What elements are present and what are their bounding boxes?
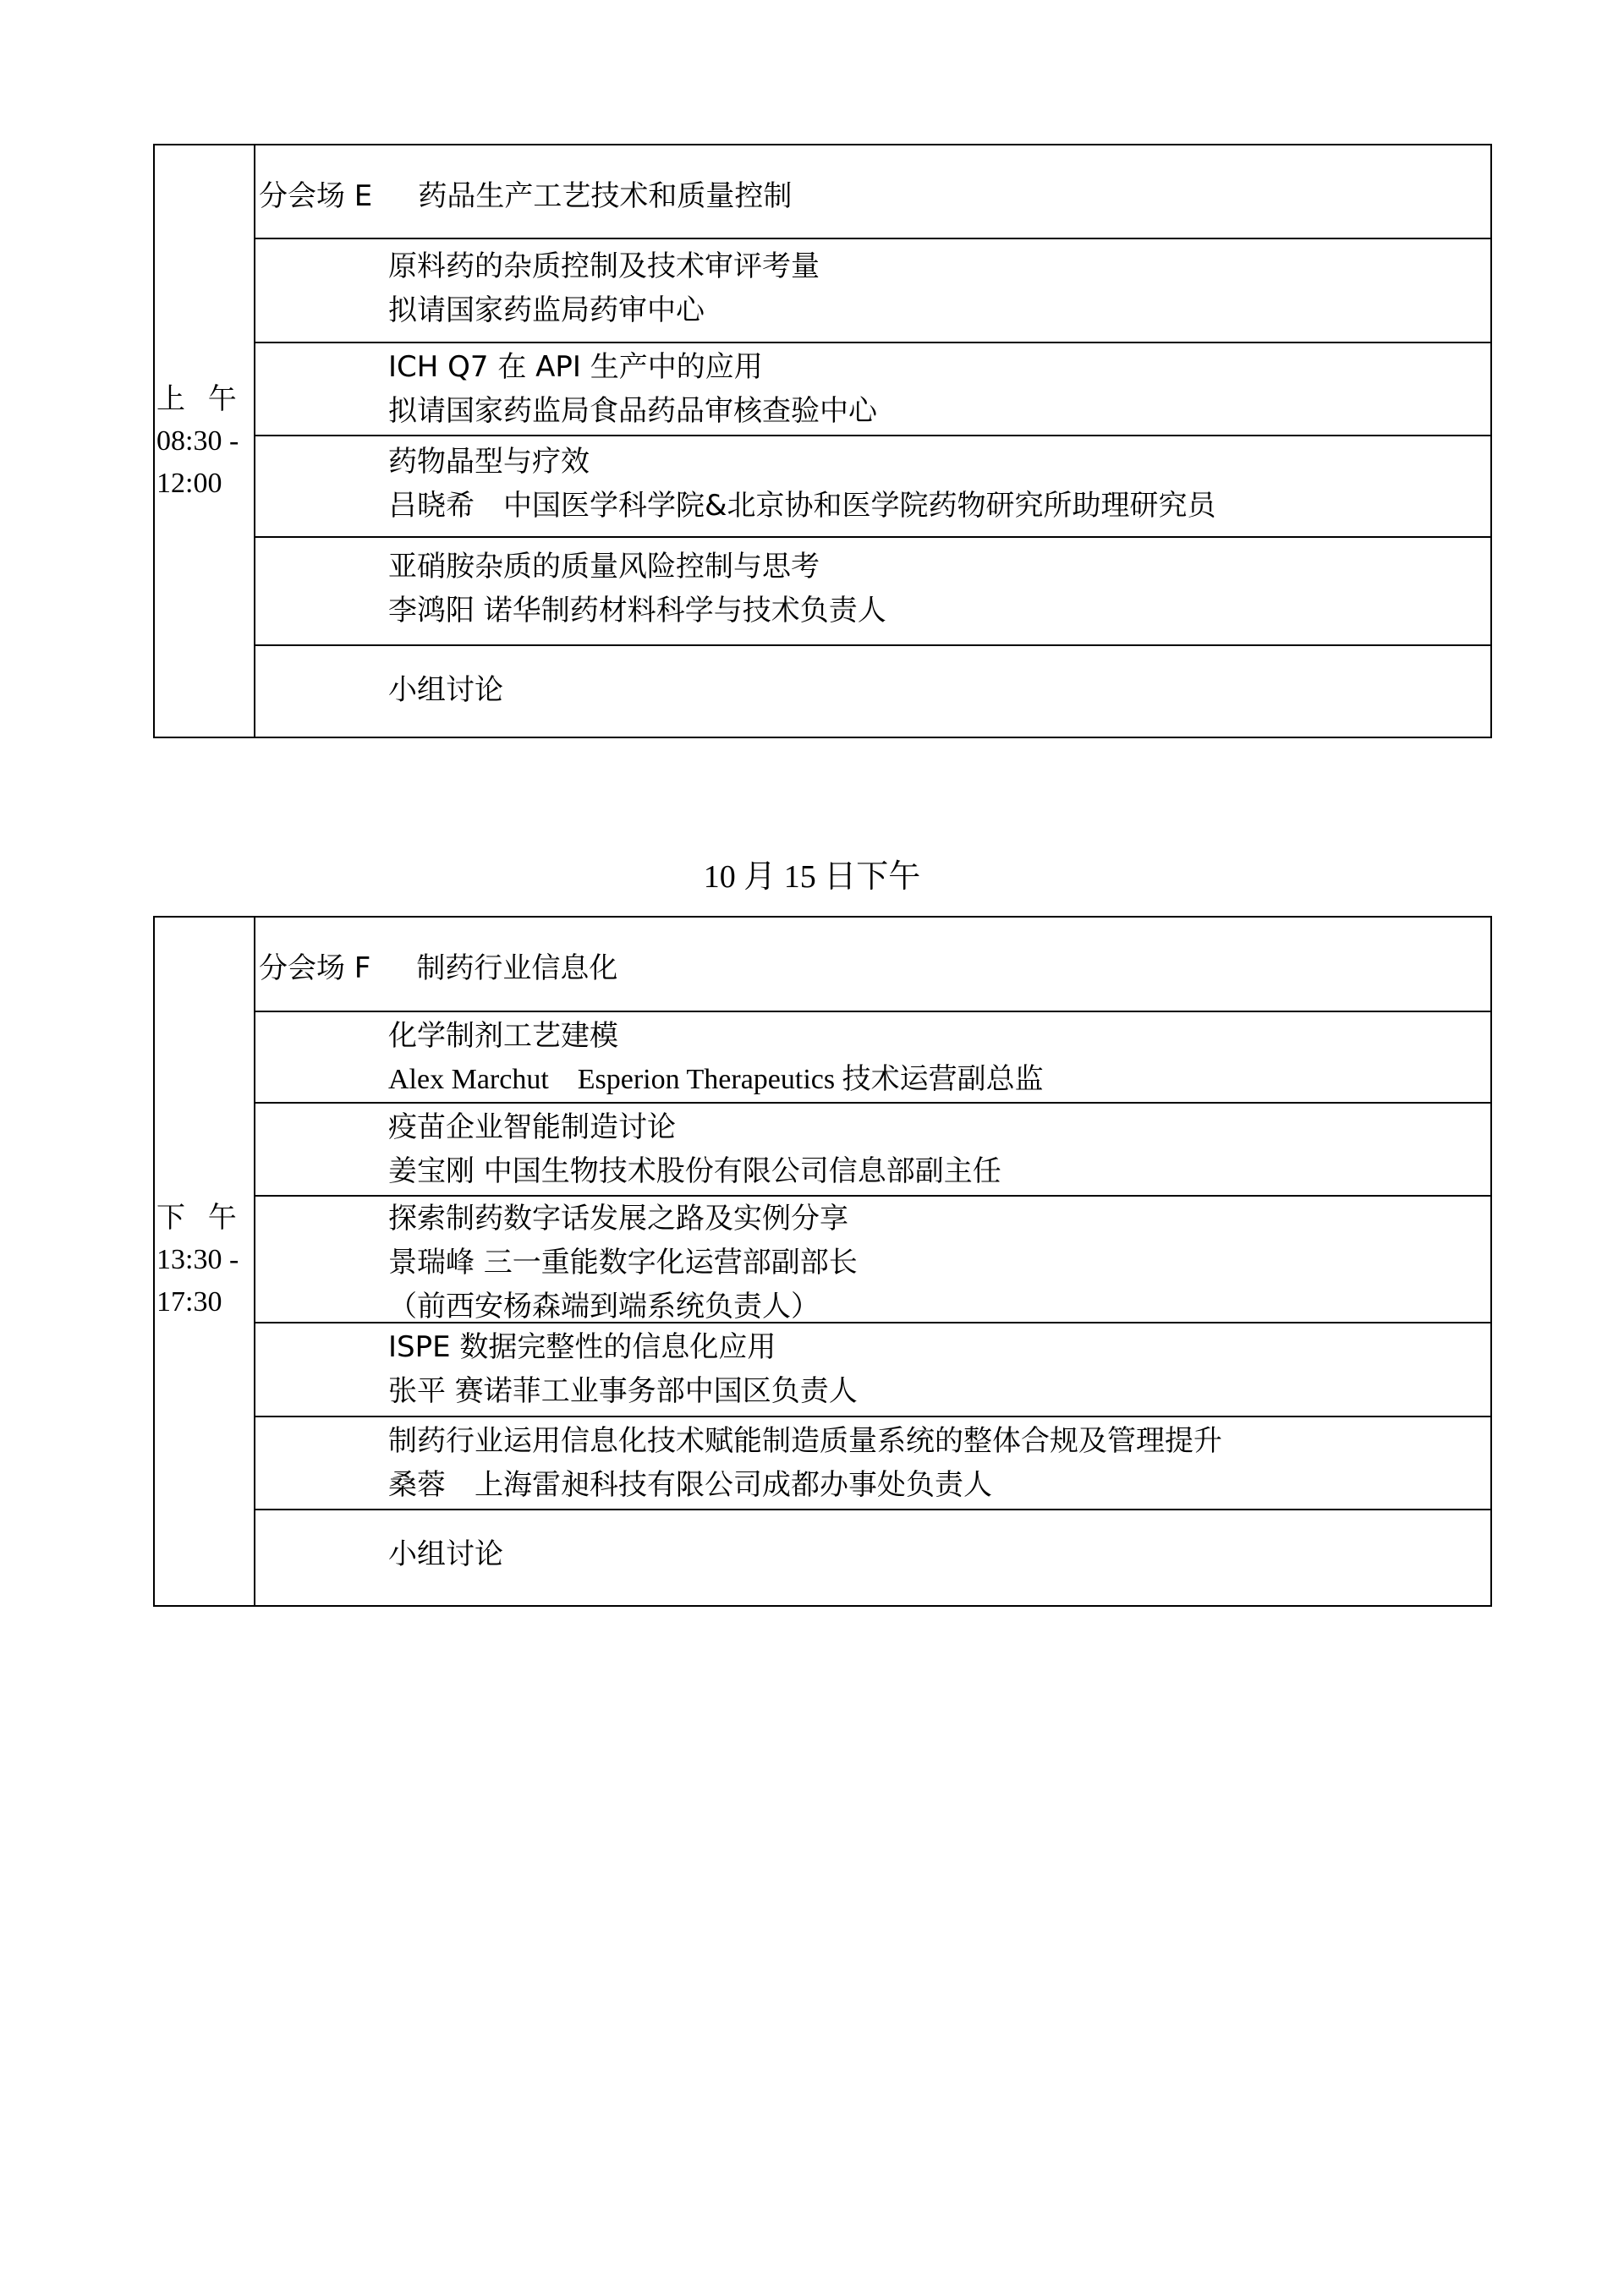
talk-title: 化学制剂工艺建模 <box>388 1019 618 1053</box>
agenda-item <box>388 668 503 712</box>
agenda-item <box>388 545 886 633</box>
agenda-item <box>388 1532 503 1576</box>
talk-title: 小组讨论 <box>388 1537 503 1571</box>
agenda-item <box>388 345 877 433</box>
speaker: 姜宝刚 中国生物技术股份有限公司信息部副主任 <box>388 1154 1001 1188</box>
morning-time-start: 08:30 - <box>156 425 239 457</box>
agenda-item <box>388 1325 858 1413</box>
morning-time-cell <box>155 145 255 737</box>
morning-time-end: 12:00 <box>156 468 222 499</box>
session-label: 分会场 F <box>259 951 371 985</box>
afternoon-time-end: 17:30 <box>156 1286 222 1318</box>
agenda-row <box>255 343 1490 436</box>
speaker: 景瑞峰 三一重能数字化运营部副部长 <box>388 1246 858 1280</box>
afternoon-schedule-table <box>153 916 1492 1607</box>
talk-title: 亚硝胺杂质的质量风险控制与思考 <box>388 550 820 584</box>
session-header-row <box>255 918 1490 1012</box>
agenda-row <box>255 1323 1490 1417</box>
speaker: Alex Marchut Esperion Therapeutics 技术运营副总监 <box>388 1064 1044 1095</box>
session-label: 分会场 E <box>259 179 373 213</box>
agenda-row <box>255 1417 1490 1510</box>
speaker: 桑蓉 上海雷昶科技有限公司成都办事处负责人 <box>388 1468 992 1502</box>
afternoon-time-cell <box>155 918 255 1605</box>
speaker-note: （前西安杨森端到端系统负责人） <box>388 1290 820 1323</box>
talk-title: 小组讨论 <box>388 673 503 707</box>
agenda-item <box>388 1105 1001 1193</box>
session-header-row <box>255 145 1490 239</box>
speaker: 拟请国家药监局药审中心 <box>388 293 705 327</box>
agenda-row <box>255 239 1490 343</box>
talk-title: 疫苗企业智能制造讨论 <box>388 1110 676 1144</box>
agenda-item <box>388 244 820 332</box>
agenda-row <box>255 1012 1490 1104</box>
talk-title: 药物晶型与疗效 <box>388 445 590 479</box>
session-title <box>259 945 617 986</box>
agenda-row <box>255 436 1490 538</box>
agenda-row <box>255 1197 1490 1323</box>
agenda-row <box>255 646 1490 737</box>
speaker: 张平 赛诺菲工业事务部中国区负责人 <box>388 1374 858 1408</box>
afternoon-period: 下 午 <box>156 1201 244 1235</box>
afternoon-time-label <box>156 1197 244 1323</box>
afternoon-rows <box>255 918 1490 1605</box>
talk-title: 探索制药数字话发展之路及实例分享 <box>388 1202 848 1236</box>
session-topic: 药品生产工艺技术和质量控制 <box>418 179 793 213</box>
morning-rows <box>255 145 1490 737</box>
talk-title: 原料药的杂质控制及技术审评考量 <box>388 249 820 283</box>
morning-period: 上 午 <box>156 382 244 416</box>
session-topic: 制药行业信息化 <box>416 951 618 985</box>
speaker: 拟请国家药监局食品药品审核查验中心 <box>388 394 877 428</box>
speaker: 吕晓希 中国医学科学院&北京协和医学院药物研究所助理研究员 <box>388 489 1216 523</box>
session-title <box>259 173 792 214</box>
agenda-item <box>388 440 1216 528</box>
agenda-row <box>255 538 1490 646</box>
agenda-item <box>388 1419 1222 1507</box>
talk-title: ISPE 数据完整性的信息化应用 <box>388 1330 776 1364</box>
agenda-item <box>388 1014 1044 1102</box>
agenda-row <box>255 1510 1490 1605</box>
talk-title: ICH Q7 在 API 生产中的应用 <box>388 350 763 384</box>
morning-time-label <box>156 378 244 505</box>
speaker: 李鸿阳 诺华制药材料科学与技术负责人 <box>388 594 886 627</box>
agenda-row <box>255 1104 1490 1197</box>
afternoon-time-start: 13:30 - <box>156 1244 239 1275</box>
afternoon-heading: 10 月 15 日下午 <box>703 859 921 895</box>
agenda-item <box>388 1197 858 1329</box>
talk-title: 制药行业运用信息化技术赋能制造质量系统的整体合规及管理提升 <box>388 1424 1222 1458</box>
morning-schedule-table <box>153 144 1492 738</box>
